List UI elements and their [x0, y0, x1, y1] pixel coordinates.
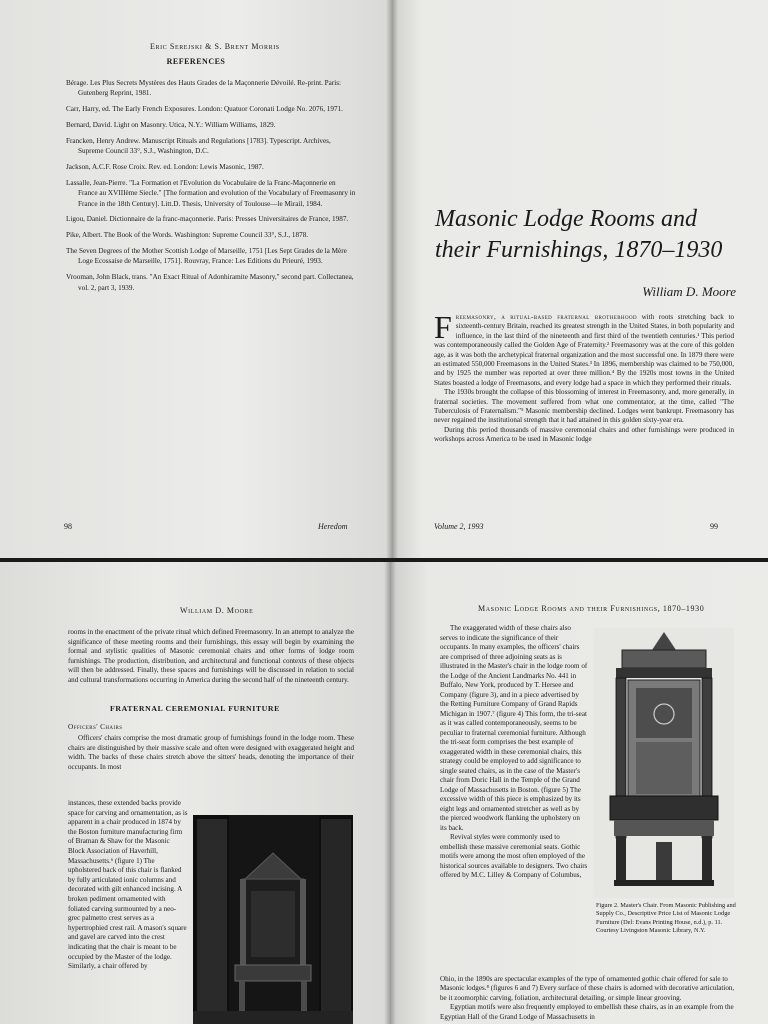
page-99 — [392, 0, 768, 558]
subheading: Officers' Chairs — [68, 722, 123, 731]
reference-item: Carr, Harry, ed. The Early French Exposures. London: Quatuor Coronati Lodge No. 2076, 1971. — [66, 105, 343, 114]
article-title — [435, 204, 735, 266]
gutter-shadow — [390, 562, 396, 1024]
section-heading: FRATERNAL CEREMONIAL FURNITURE — [110, 704, 280, 713]
reference-item: Jackson, A.C.F. Rose Croix. Rev. ed. London: Lewis Masonic, 1987. — [66, 163, 264, 171]
reference-item: Lassalle, Jean-Pierre. "La Formation et l'Evolution du Vocabulaire de la Franc-Maçonnerie en France au XVIIIème Siecle." [The formation and evolution of the Vocabulary of Freemasonry in France in the 18th Century]. Litt.D. Thesis, University of Toulouse—le Mirail, 1984. — [66, 178, 356, 208]
volume-label: Volume 2, 1993 — [434, 522, 484, 531]
body-text — [68, 734, 354, 772]
drop-cap: F — [434, 309, 452, 345]
paragraph: Officers' chairs comprise the most dramatic group of furnishings found in the lodge room. These chairs are distinguished by their massive scale and often were designed with exaggerated height and width. The backs of these chairs stretch above the sitters' heads, denoting the importance of their occupants. In most — [68, 734, 354, 771]
page-number-99: 99 — [710, 522, 718, 531]
column-text — [440, 624, 588, 881]
paragraph: Freemasonry, a ritual-based fraternal brotherhood with roots stretching back to sixteenth-century Britain, reached its greatest strength in the United States, in both popularity and influence, in the last third of the nineteenth and first third of the twentieth centuries.¹ This period was contemporaneously called the Golden Age of Fraternity.² Freemasonry was at the core of this golden age, as it was both the archetypical fraternal organization and the most successful one. In 1879 there were an estimated 550,000 Freemasons in the United States.³ In 1896, membership was claimed to be 750,000, and by 1925 the number was reported at over three million.⁴ By the 1920s most towns in the United States boasted a lodge of Freemasons, and every lodge had a space in which they performed their rituals. — [434, 309, 734, 387]
paragraph: rooms in the enactment of the private ritual which defined Freemasonry. In an attempt to analyze the significance of these meeting rooms and their furnishings, this essay will begin by examining the formal and stylistic qualities of Masonic ceremonial chairs and other forms of lodge room furnishings. The production, distribution, and architectural and functional contexts of these objects will then be addressed. Finally, these spaces and furnishings will be discussed in relation to social and cultural transformations occurring in America during the second half of the nineteenth century. — [68, 628, 354, 684]
running-head-left: Eric Serejski & S. Brent Morris — [150, 42, 280, 51]
paragraph: The 1930s brought the collapse of this blossoming of interest in Freemasonry, and, more generally, in fraternal societies. The movement suffered from what one commentator, at the time, called "The Tuberculosis of Fraternalism."⁵ Masonic membership declined. Lodges went bankrupt. Freemasonry has never regained the institutional strength that it had attained in this golden sixty-year era. — [434, 388, 734, 425]
article-author: William D. Moore — [642, 284, 736, 299]
paragraph: During this period thousands of massive ceremonial chairs and other furnishings were produced in workshops across America to be used in Masonic lodge — [434, 425, 734, 444]
reference-item: Ligou, Daniel. Dictionnaire de la franc-maçonnerie. Paris: Presses Universitaires de France, 1987. — [66, 215, 349, 224]
reference-item: Pike, Albert. The Book of the Words. Washington: Supreme Council 33°, S.J., 1878. — [66, 231, 309, 240]
references-heading: REFERENCES — [166, 57, 226, 66]
lead-in: reemasonry, a ritual-based fraternal brotherhood — [455, 313, 637, 321]
running-head-title: Masonic Lodge Rooms and their Furnishings, 1870–1930 — [478, 604, 705, 613]
title-line-2: their Furnishings, 1870–1930 — [435, 237, 723, 263]
reference-item: Bernard, David. Light on Masonry. Utica, N.Y.: William Williams, 1829. — [66, 121, 276, 129]
journal-name: Heredom — [318, 522, 348, 531]
body-text — [440, 975, 740, 1022]
reference-item: Vrooman, John Black, trans. "An Exact Ritual of Adonhiramite Masonry," second part. Collectanea, vol. 2, part 3, 1939. — [66, 273, 354, 292]
reference-item: The Seven Degrees of the Mother Scottish Lodge of Marseille, 1751 [Les Sept Grades de la Mère Loge Ecossaise de Marseille, 1751]. Rouvray, France: Les Editions du Prieuré, 1993. — [66, 247, 347, 266]
masters-chair-engraving — [594, 628, 734, 898]
gutter-shadow — [392, 0, 398, 558]
paragraph: The exaggerated width of these chairs also serves to indicate the significance of their occupants. In many examples, the officers' chairs are comprised of three adjoining seats as is illustrated in the Master's chair in the lodge room of the Lodge of the Ancient Landmarks No. 441 in Buffalo, New York, produced by T. Hersee and Company (figure 3), and in a piece advertised by the Retting Furniture Company of Grand Rapids Michigan in 1907.⁷ (figure 4) This form, the tri-seat as it was called contemporaneously, seems to be peculiar to fraternal ceremonial furniture. Although the tri-seat form comprises the best example of exaggerated width in these ceremonial chairs, this strategy could be employed to add significance to single seated chairs, as in the case of the Master's chair from Doric Hall in the Temple of the Grand Lodge of Massachusetts in Boston. (figure 5) The excessive width of this piece is emphasized by its eight legs and ornamented stretcher as well as by the pierced woodwork flanking the upholstery on its back. — [440, 624, 588, 832]
paragraph: Ohio, in the 1890s are spectacular examples of the type of ornamented gothic chair offered for sale to Masonic lodges.⁸ (figures 6 and 7) Every surface of these chairs is adorned with decorative articulation, be it zoomorphic carving, foliation, architectural detailing, or simple linear grooving. — [440, 975, 735, 1002]
paragraph: Egyptian motifs were also frequently employed to embellish these chairs, as in an example from the Egyptian Hall of the Grand Lodge of Massachusetts in — [440, 1003, 734, 1021]
page-number-98: 98 — [64, 522, 72, 531]
reference-item: Bérage. Les Plus Secrets Mystères des Hauts Grades de la Maçonnerie Dévoilé. Re-print. Paris: Gutenberg Reprint, 1981. — [66, 79, 342, 98]
body-text — [68, 628, 354, 685]
title-line-1: Masonic Lodge Rooms and — [435, 206, 697, 232]
lodge-chair-photo — [193, 815, 353, 1024]
references-list — [66, 78, 356, 298]
reference-item: Francken, Henry Andrew. Manuscript Rituals and Regulations [1783]. Typescript. Archives, Supreme Council 33°, S.J., Washington, D.C. — [66, 136, 331, 156]
paragraph: Revival styles were commonly used to embellish these massive ceremonial seats. Gothic motifs were among the most often employed of the historical sources available to designers. Two chairs offered by M.C. Lilley & Company of Columbus, — [440, 833, 588, 879]
article-body — [434, 309, 734, 445]
figure-caption: Figure 2. Master's Chair. From Masonic Publishing and Supply Co., Descriptive Price List of Masonic Lodge Furniture (Del: Evans Printing House, n.d.), p. 11. Courtesy Livingston Masonic Library, N.Y. — [596, 902, 736, 935]
column-text: instances, these extended backs provide space for carving and ornamentation, as is apparent in a chair produced in 1874 by the Boston furniture manufacturing firm of Braman & Shaw for the Masonic Block Association of Haverhill, Massachusetts.⁶ (figure 1) The upholstered back of this chair is flanked by fully articulated ionic columns and decorated with gilt enhanced incising. A broken pediment ornamented with foliated carving surmounted by a neo-grec palmetto crest serves as a hypertrophied crest rail. A mason's square and gavel are carved into the crest indicating that the chair is meant to be occupied by the Master of the lodge. Similarly, a chair offered by — [68, 799, 188, 971]
running-head-author: William D. Moore — [180, 606, 254, 615]
